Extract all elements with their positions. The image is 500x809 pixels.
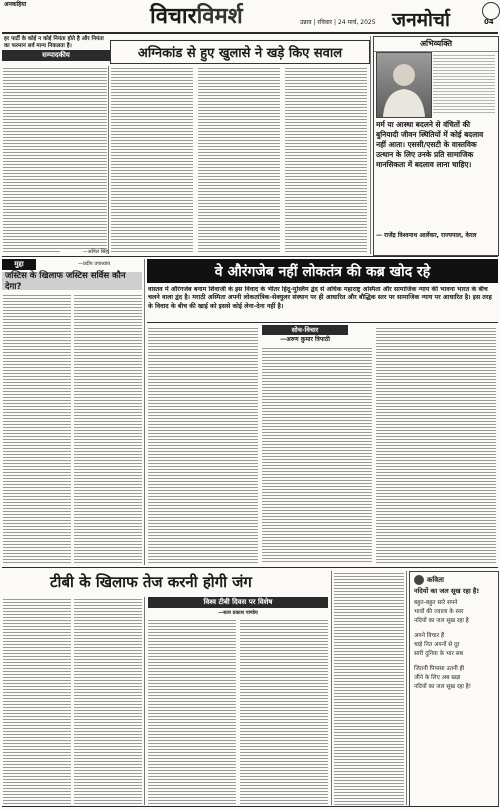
brand-title — [150, 0, 243, 30]
header-left-tag: अनकहिया — [4, 1, 27, 8]
col-sep-4 — [144, 597, 145, 805]
editorial-body — [3, 66, 107, 254]
middle-standfirst: वास्तव में औरंगजेब बनाम शिवाजी के इस विवाद के भीतर हिंदू-मुस्लिम द्वंद से अधिक महाराष्ट्र अस्मिता और सामाजिक न्याय की भावना भारत के बीच चलने वाला द्वंद है। मराठी अस्मिता अपनी लोकतांत्रिक-सेक्युलर संस्थान पर ही आधारित और बौद्धिक स्तर पर सामाजिक न्याय पर आधारित है। इस तरह के विवाद के बीच की खाई को इससे कोई लेना-देना नहीं है। — [148, 286, 492, 310]
column-author: —अरुण कुमार त्रिपाठी — [280, 336, 330, 343]
lead-headline: अग्निकांड से हुए खुलासे ने खड़े किए सवाल — [137, 46, 343, 61]
standfirst-rule — [147, 322, 498, 323]
col-sep-3 — [144, 259, 145, 565]
middle-col-1 — [148, 326, 258, 564]
poem-line: भावों की ज्वाला के स्वर — [414, 609, 464, 615]
header-rule — [2, 32, 498, 34]
middle-headline: वे औरंगजेब नहीं लोकतंत्र की कब्र खोद रहे — [214, 263, 431, 280]
bottom-mid-col-1 — [148, 618, 236, 805]
poem-lines — [414, 599, 494, 692]
middle-col-3 — [376, 326, 496, 564]
portrait-silhouette — [377, 53, 431, 117]
top-quote: हर पार्टी के कोई न कोई नियंता होते है और नियंता का फरमान सर्व मान्य निकलता है। — [4, 36, 104, 49]
lead-headline-box — [110, 40, 370, 64]
poem-line: जीने के लिए अब खड़ा — [414, 675, 461, 681]
poem-line: नदियों का जल सूख रहा है — [414, 618, 469, 624]
bottom-mid-author: —सत्य प्रकाश पाण्डेय — [218, 610, 258, 616]
masthead-title: जनमोर्चा — [392, 9, 450, 31]
mudda-label: मुद्दा — [2, 259, 36, 270]
opinion-quote: मर्म या आस्था बदलने से वंचितों की बुनियादी जीवन स्थितियों में कोई बदलाव नहीं आता। एससी/एसटी के वास्तविक उत्थान के लिए उनके प्रति सामाजिक मानसिकता में बदलाव लाना चाहिए। — [376, 120, 484, 169]
dateline: उन्नाव | रविवार | 24 मार्च, 2025 — [300, 19, 376, 26]
col-sep-5 — [331, 571, 332, 805]
bottom-mid-col-3 — [334, 571, 404, 805]
poem-box — [409, 571, 499, 807]
mudda-headline: जस्टिस के खिलाफ जस्टिस सर्विस कौन देगा? — [5, 271, 126, 292]
bottom-mid-col-2 — [240, 618, 328, 805]
lead-col-2 — [198, 66, 280, 254]
opinion-attribution: — राजेंद्र विश्वनाथ आर्लेकर, राज्यपाल, केरल — [376, 232, 477, 239]
col-sep-2 — [370, 36, 371, 254]
poem-bullet-icon — [414, 575, 424, 585]
col-sep-6 — [406, 571, 407, 805]
lead-col-1 — [111, 66, 193, 254]
bottom-col-1 — [3, 597, 71, 805]
bottom-headline-box — [50, 571, 330, 593]
poem-line: चाहे नित अपनों से दूर — [414, 642, 460, 648]
poem-line: बहुत-बहुत सारे सपने — [414, 600, 458, 606]
bottom-mid-label: विश्व टीबी दिवस पर विशेष — [148, 597, 328, 608]
lead-col-3 — [285, 66, 367, 254]
footer-rule — [2, 806, 498, 807]
poem-line: सारी दुनिया के भार सब — [414, 651, 463, 657]
mudda-headline-box — [2, 272, 142, 290]
poem-line: नदियों का जल सूख रहा है! — [414, 684, 472, 690]
mid-rule — [2, 256, 498, 257]
poem-head — [414, 575, 494, 585]
opinion-title: अभिव्यक्ति — [374, 37, 498, 52]
column-label: सोच-विचार — [262, 325, 348, 335]
mudda-col-2 — [74, 293, 142, 563]
poem-line: जितनी पिपासा उतनी ही — [414, 666, 465, 672]
opinion-body — [433, 53, 495, 115]
poem-title: नदियों का जल सूख रहा है! — [414, 587, 480, 595]
page-number: 04 — [484, 18, 494, 26]
mudda-author: —प्रदीप उपाध्याय — [78, 261, 111, 267]
editorial-label: सम्पादकीय — [2, 50, 110, 61]
masthead — [392, 6, 482, 32]
portrait-image — [376, 52, 432, 118]
brand-right: विमर्श — [196, 3, 243, 29]
middle-col-2 — [262, 346, 372, 564]
editorial-byline: —अनिल सिंह — [60, 249, 108, 255]
middle-headline-bar — [147, 259, 498, 283]
poem-line: अपने विचार हैं — [414, 633, 444, 639]
col-sep-1 — [108, 66, 109, 254]
bottom-headline: टीबी के खिलाफ तेज करनी होगी जंग — [50, 573, 252, 591]
bottom-col-2 — [74, 597, 142, 805]
lower-rule — [2, 567, 498, 568]
brand-left: विचार — [150, 3, 197, 29]
mudda-col-1 — [3, 293, 71, 563]
poem-label: कविता — [427, 575, 444, 584]
